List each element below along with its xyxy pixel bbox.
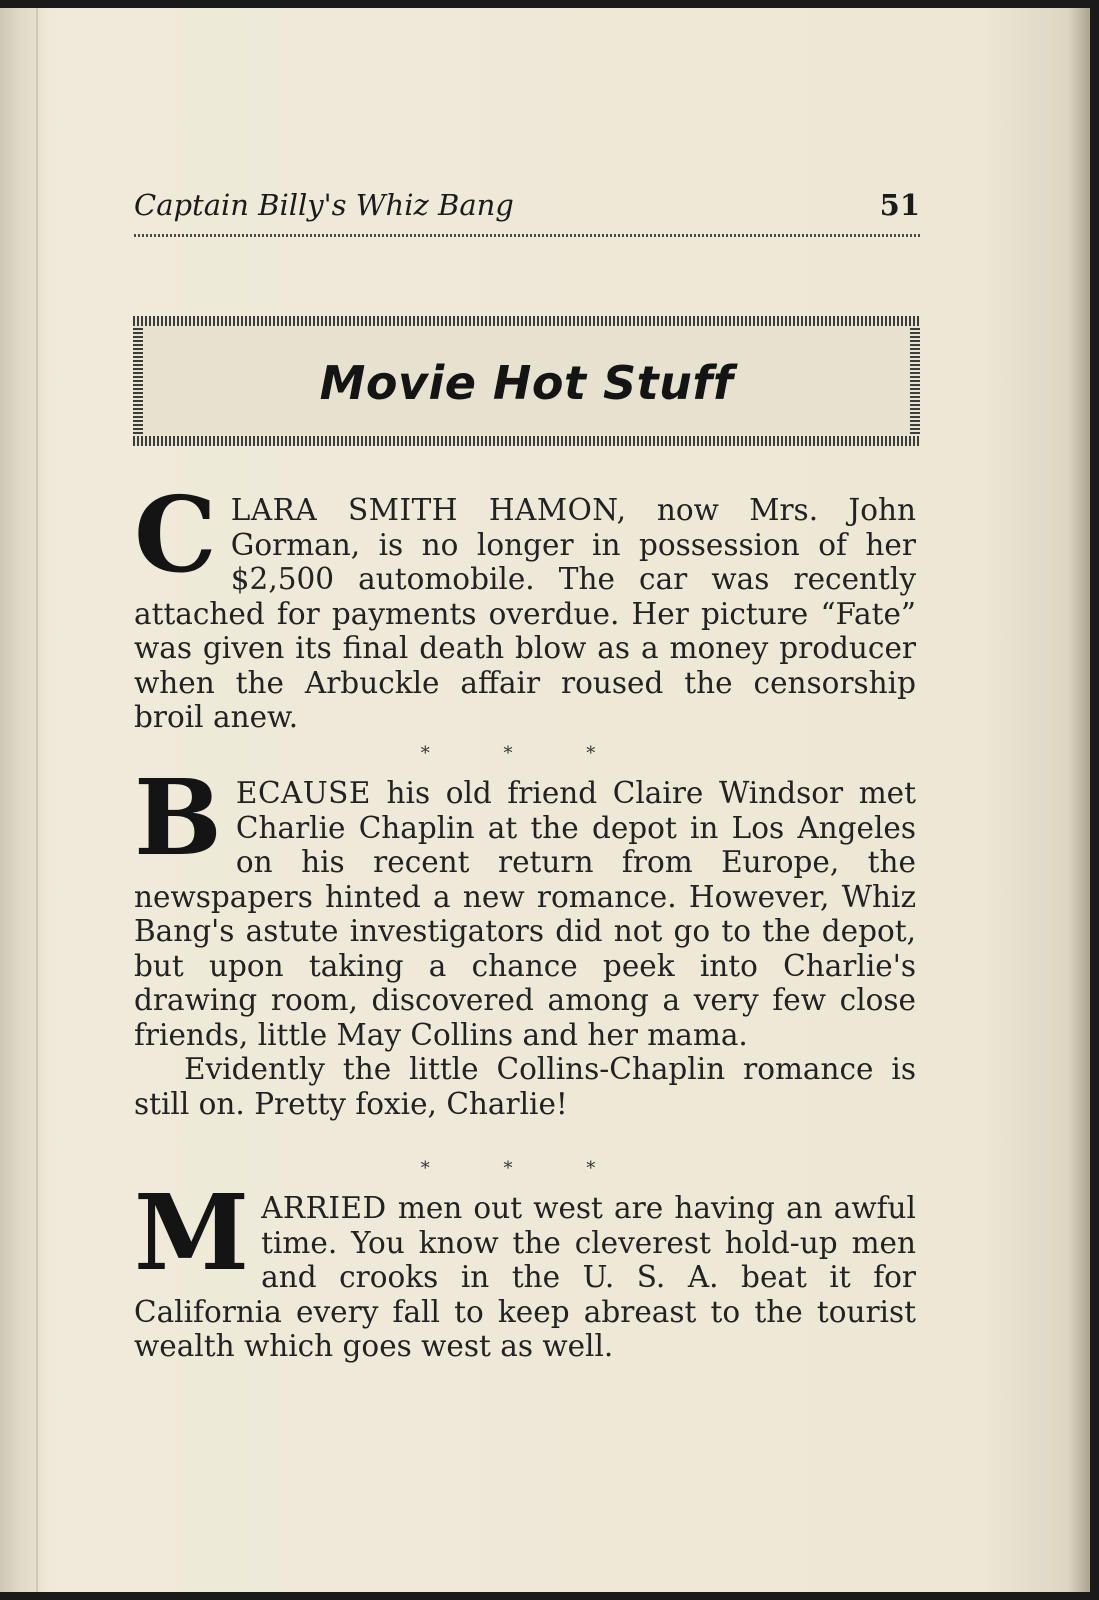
lead-in: ECAUSE: [235, 776, 371, 810]
magazine-page: [0, 8, 1090, 1592]
drop-cap: C: [134, 473, 217, 596]
drop-cap: M: [134, 1171, 250, 1294]
page-number: 51: [879, 188, 920, 222]
running-title: Captain Billy's Whiz Bang: [134, 188, 514, 222]
header-rule: [134, 234, 920, 237]
section-separator: * * *: [420, 1158, 630, 1179]
article-paragraph: [134, 756, 916, 1052]
section-title-box: [133, 316, 920, 446]
page-edge: [1068, 8, 1090, 1592]
spine-shadow: [0, 8, 48, 1592]
article-paragraph: [134, 1171, 916, 1364]
lead-in: LARA SMITH HAMON,: [230, 493, 627, 527]
article-body: his old friend Claire Windsor met Charlie Chaplin at the depot in Los Angeles on his recent return from Europe, the newspapers hinted a new romance. However, Whiz Bang's astute investigators did not go to the depot, but upon taking a chance peek into Charlie's drawing room, discovered among a very few close friends, little May Collins and her mama.: [134, 776, 916, 1052]
article-paragraph: [134, 473, 916, 735]
article-body: men out west are having an awful time. You know the cleverest hold-up men and crooks in the U. S. A. beat it for California every fall to keep abreast to the tourist wealth which goes west as well.: [134, 1191, 916, 1363]
article-followup: Evidently the little Collins-Chaplin romance is still on. Pretty foxie, Charlie!: [134, 1052, 916, 1121]
article-hamon: [134, 473, 916, 735]
running-head: [134, 188, 920, 228]
article-body: now Mrs. John Gorman, is no longer in possession of her $2,500 automobile. The car was recently attached for payments overdue. Her picture “Fate” was given its final death blow as a money producer when the Arbuckle affair roused the censorship broil anew.: [134, 493, 916, 734]
fold-line: [36, 8, 38, 1592]
article-married-men: [134, 1171, 916, 1364]
lead-in: ARRIED: [261, 1191, 387, 1225]
section-separator: * * *: [420, 743, 630, 764]
drop-cap: B: [134, 756, 222, 879]
section-title: Movie Hot Stuff: [319, 356, 734, 410]
article-chaplin: [134, 756, 916, 1121]
